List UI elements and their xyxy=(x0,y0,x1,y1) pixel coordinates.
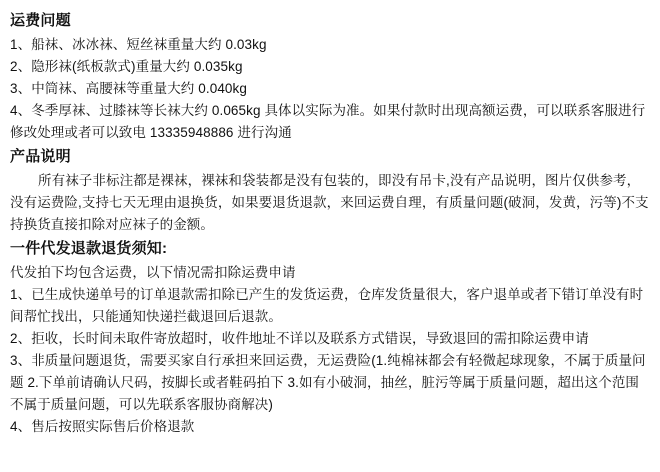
section-product-description xyxy=(10,146,650,236)
shipping-line-1: 1、船袜、冰冰袜、短丝袜重量大约 0.03kg xyxy=(10,37,267,52)
refund-rule-2: 2、拒收，长时间未取件寄放超时，收件地址不详以及联系方式错误，导致退回的需扣除运费申请 xyxy=(10,331,589,346)
section-heading-product-description: 产品说明 xyxy=(10,148,71,165)
section-shipping-issues xyxy=(10,10,650,144)
refund-intro-line: 代发拍下均包含运费，以下情况需扣除运费申请 xyxy=(10,265,296,280)
section-heading-dropship-refund-notice: 一件代发退款退货须知: xyxy=(10,240,168,257)
refund-rule-3: 3、非质量问题退货，需要买家自行承担来回运费，无运费险(1.纯棉袜都会有轻微起球现象，不属于质量问题 2.下单前请确认尺码，按脚长或者鞋码拍下 3.如有小破洞，抽丝，脏污等属于质量问题，超出这个范围不属于质量问题，可以先联系客服协商解决) xyxy=(10,353,646,412)
section-heading-shipping-issues: 运费问题 xyxy=(10,12,71,29)
product-description-paragraph: 所有袜子非标注都是裸袜，裸袜和袋装都是没有包装的，即没有吊卡,没有产品说明，图片仅供参考，没有运费险,支持七天无理由退换货，如果要退货退款，来回运费自理，有质量问题(破洞，发黄，污等)不支持换货直接扣除对应袜子的金额。 xyxy=(10,173,649,232)
refund-rule-4: 4、售后按照实际售后价格退款 xyxy=(10,419,195,434)
shipping-line-3: 3、中筒袜、高腰袜等重量大约 0.040kg xyxy=(10,81,247,96)
section-dropship-refund-notice xyxy=(10,238,650,438)
shipping-line-4: 4、冬季厚袜、过膝袜等长袜大约 0.065kg 具体以实际为准。如果付款时出现高额运费，可以联系客服进行修改处理或者可以致电 13335948886 进行沟通 xyxy=(10,103,646,140)
refund-rule-1: 1、已生成快递单号的订单退款需扣除已产生的发货运费，仓库发货量很大，客户退单或者下错订单没有时间帮忙找出，只能通知快递拦截退回后退款。 xyxy=(10,287,644,324)
shipping-line-2: 2、隐形袜(纸板款式)重量大约 0.035kg xyxy=(10,59,243,74)
